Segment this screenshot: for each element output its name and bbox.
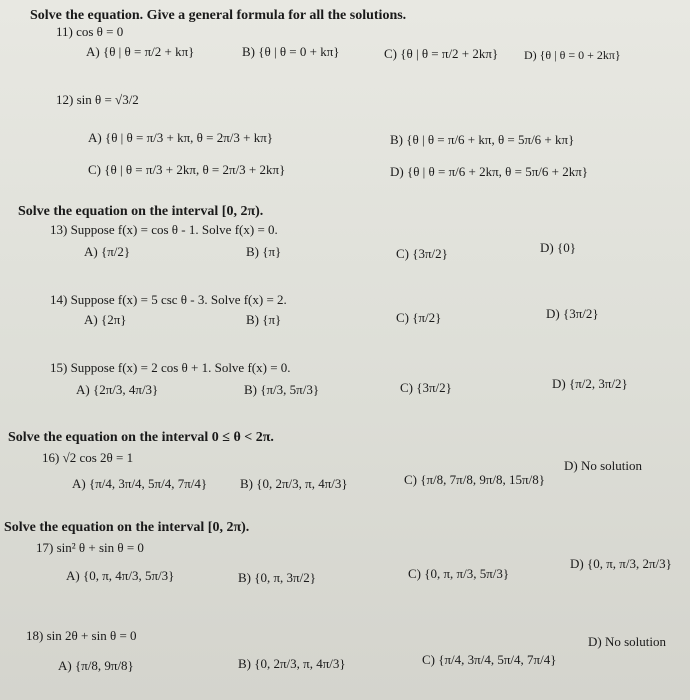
q15-choice-d: D) {π/2, 3π/2} <box>552 376 628 391</box>
q14-choice-b: B) {π} <box>246 312 282 327</box>
q18-choice-c: C) {π/4, 3π/4, 5π/4, 7π/4} <box>422 652 557 667</box>
q12-choice-c: C) {θ | θ = π/3 + 2kπ, θ = 2π/3 + 2kπ} <box>88 162 286 177</box>
q16-choice-a: A) {π/4, 3π/4, 5π/4, 7π/4} <box>72 476 208 491</box>
q18-choice-a: A) {π/8, 9π/8} <box>58 658 134 673</box>
q15-choice-b: B) {π/3, 5π/3} <box>244 382 320 397</box>
q12-choice-b: B) {θ | θ = π/6 + kπ, θ = 5π/6 + kπ} <box>390 132 575 147</box>
q14-choice-a: A) {2π} <box>84 312 127 327</box>
q18-choice-b: B) {0, 2π/3, π, 4π/3} <box>238 656 346 671</box>
q11-choice-b: B) {θ | θ = 0 + kπ} <box>242 44 340 59</box>
question-17: 17) sin² θ + sin θ = 0 <box>36 540 144 555</box>
q14-choice-c: C) {π/2} <box>396 310 442 325</box>
q11-choice-d: D) {θ | θ = 0 + 2kπ} <box>524 48 621 62</box>
q16-choice-b: B) {0, 2π/3, π, 4π/3} <box>240 476 348 491</box>
q15-choice-a: A) {2π/3, 4π/3} <box>76 382 159 397</box>
q15-choice-c: C) {3π/2} <box>400 380 452 395</box>
section-heading: Solve the equation. Give a general formula for all the solutions. <box>30 8 407 23</box>
q13-choice-c: C) {3π/2} <box>396 246 448 261</box>
q13-choice-a: A) {π/2} <box>84 244 131 259</box>
question-13: 13) Suppose f(x) = cos θ - 1. Solve f(x) = 0. <box>50 222 278 237</box>
q12-choice-a: A) {θ | θ = π/3 + kπ, θ = 2π/3 + kπ} <box>88 130 274 145</box>
question-14: 14) Suppose f(x) = 5 csc θ - 3. Solve f(x) = 2. <box>50 292 287 307</box>
section-heading: Solve the equation on the interval 0 ≤ θ < 2π. <box>8 430 274 445</box>
question-18: 18) sin 2θ + sin θ = 0 <box>26 628 137 643</box>
q17-choice-c: C) {0, π, π/3, 5π/3} <box>408 566 510 581</box>
q11-choice-a: A) {θ | θ = π/2 + kπ} <box>86 44 195 59</box>
q16-choice-c: C) {π/8, 7π/8, 9π/8, 15π/8} <box>404 472 545 487</box>
q16-choice-d: D) No solution <box>564 458 642 473</box>
question-12: 12) sin θ = √3/2 <box>56 92 139 107</box>
q14-choice-d: D) {3π/2} <box>546 306 599 321</box>
question-11: 11) cos θ = 0 <box>56 24 124 39</box>
q13-choice-b: B) {π} <box>246 244 282 259</box>
section-heading: Solve the equation on the interval [0, 2π). <box>4 520 250 535</box>
q11-choice-c: C) {θ | θ = π/2 + 2kπ} <box>384 46 499 61</box>
q17-choice-a: A) {0, π, 4π/3, 5π/3} <box>66 568 175 583</box>
q18-choice-d: D) No solution <box>588 634 666 649</box>
q12-choice-d: D) {θ | θ = π/6 + 2kπ, θ = 5π/6 + 2kπ} <box>390 164 589 179</box>
q13-choice-d: D) {0} <box>540 240 576 255</box>
q17-choice-d: D) {0, π, π/3, 2π/3} <box>570 556 672 571</box>
section-heading: Solve the equation on the interval [0, 2π). <box>18 204 264 219</box>
question-15: 15) Suppose f(x) = 2 cos θ + 1. Solve f(x) = 0. <box>50 360 291 375</box>
q17-choice-b: B) {0, π, 3π/2} <box>238 570 316 585</box>
question-16: 16) √2 cos 2θ = 1 <box>42 450 134 465</box>
